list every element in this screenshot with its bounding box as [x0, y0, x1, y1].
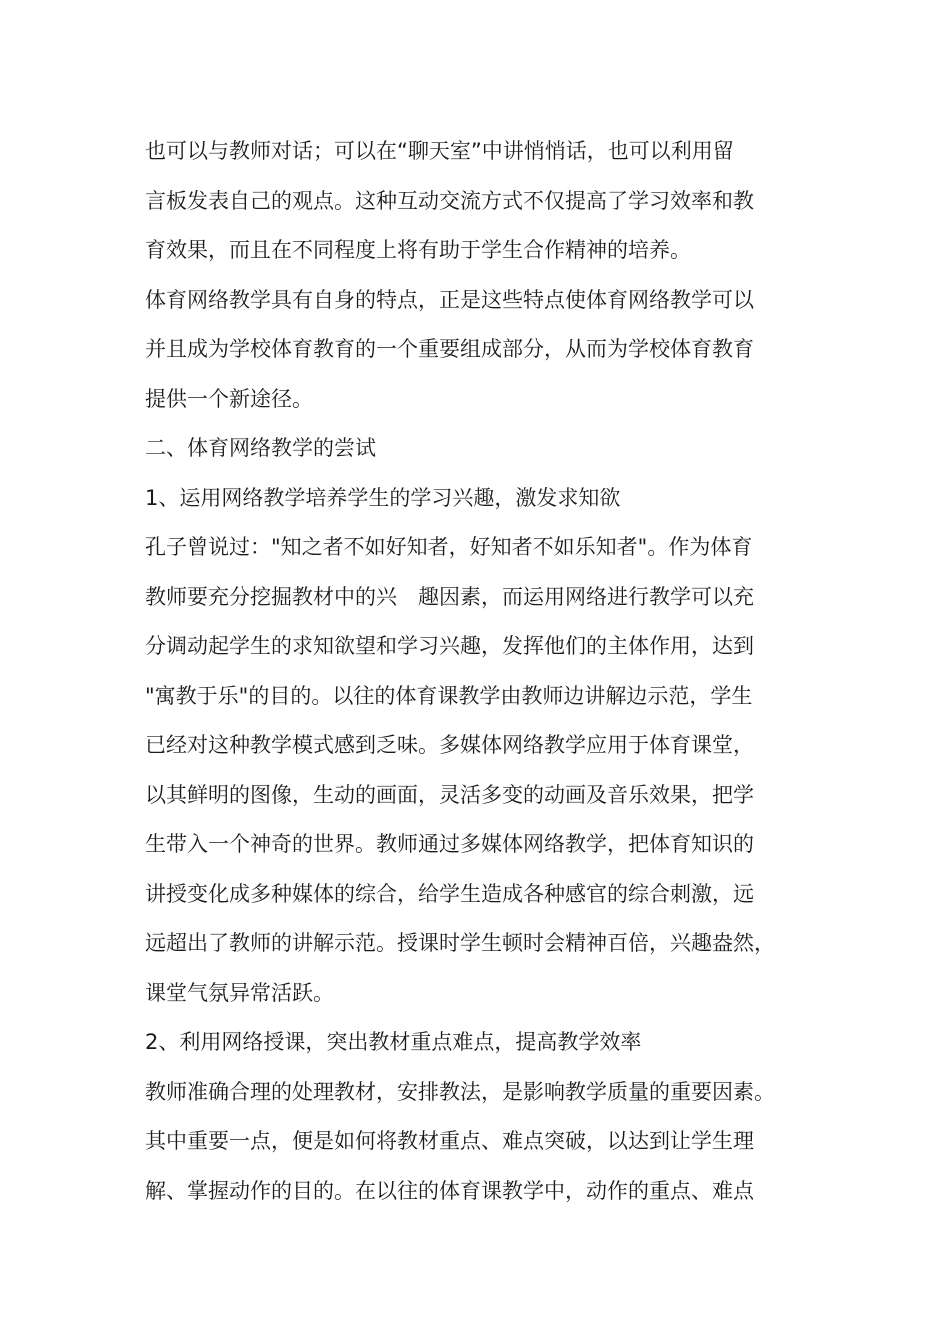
subsection-heading: 1、运用网络教学培养学生的学习兴趣，激发求知欲	[145, 485, 621, 510]
text-line: 分调动起学生的求知欲望和学习兴趣，发挥他们的主体作用，达到	[145, 634, 754, 658]
text-line: 教师要充分挖掘教材中的兴 趣因素，而运用网络进行教学可以充	[145, 584, 754, 609]
subsection-heading: 2、利用网络授课，突出教材重点难点，提高教学效率	[145, 1030, 642, 1054]
text-line: 已经对这种教学模式感到乏味。多媒体网络教学应用于体育课堂，	[145, 733, 754, 757]
text-line: 以其鲜明的图像，生动的画面，灵活多变的动画及音乐效果，把学	[145, 782, 754, 807]
text-line: 教师准确合理的处理教材，安排教法，是影响教学质量的重要因素。	[145, 1079, 775, 1104]
text-line: 并且成为学校体育教育的一个重要组成部分，从而为学校体育教育	[145, 337, 754, 361]
text-line: "寓教于乐"的目的。以往的体育课教学由教师边讲解边示范，学生	[145, 683, 753, 708]
text-line: 提供一个新途径。	[145, 386, 313, 411]
document-body	[145, 127, 825, 1216]
text-line: 育效果，而且在不同程度上将有助于学生合作精神的培养。	[145, 238, 691, 262]
text-line: 其中重要一点，便是如何将教材重点、难点突破，以达到让学生理	[145, 1129, 754, 1153]
text-line: 解、掌握动作的目的。在以往的体育课教学中，动作的重点、难点	[145, 1178, 754, 1203]
text-line: 言板发表自己的观点。这种互动交流方式不仅提高了学习效率和教	[145, 188, 754, 213]
text-line: 课堂气氛异常活跃。	[145, 980, 334, 1005]
text-line: 生带入一个神奇的世界。教师通过多媒体网络教学，把体育知识的	[145, 832, 754, 856]
text-line: 孔子曾说过："知之者不如好知者，好知者不如乐知者"。作为体育	[145, 535, 753, 559]
text-line: 体育网络教学具有自身的特点，正是这些特点使体育网络教学可以	[145, 287, 754, 312]
section-heading: 二、体育网络教学的尝试	[145, 436, 376, 460]
text-line: 也可以与教师对话；可以在“聊天室”中讲悄悄话，也可以利用留	[145, 139, 734, 163]
text-line: 远超出了教师的讲解示范。授课时学生顿时会精神百倍，兴趣盎然，	[145, 931, 775, 955]
text-line: 讲授变化成多种媒体的综合，给学生造成各种感官的综合刺激，远	[145, 881, 754, 906]
